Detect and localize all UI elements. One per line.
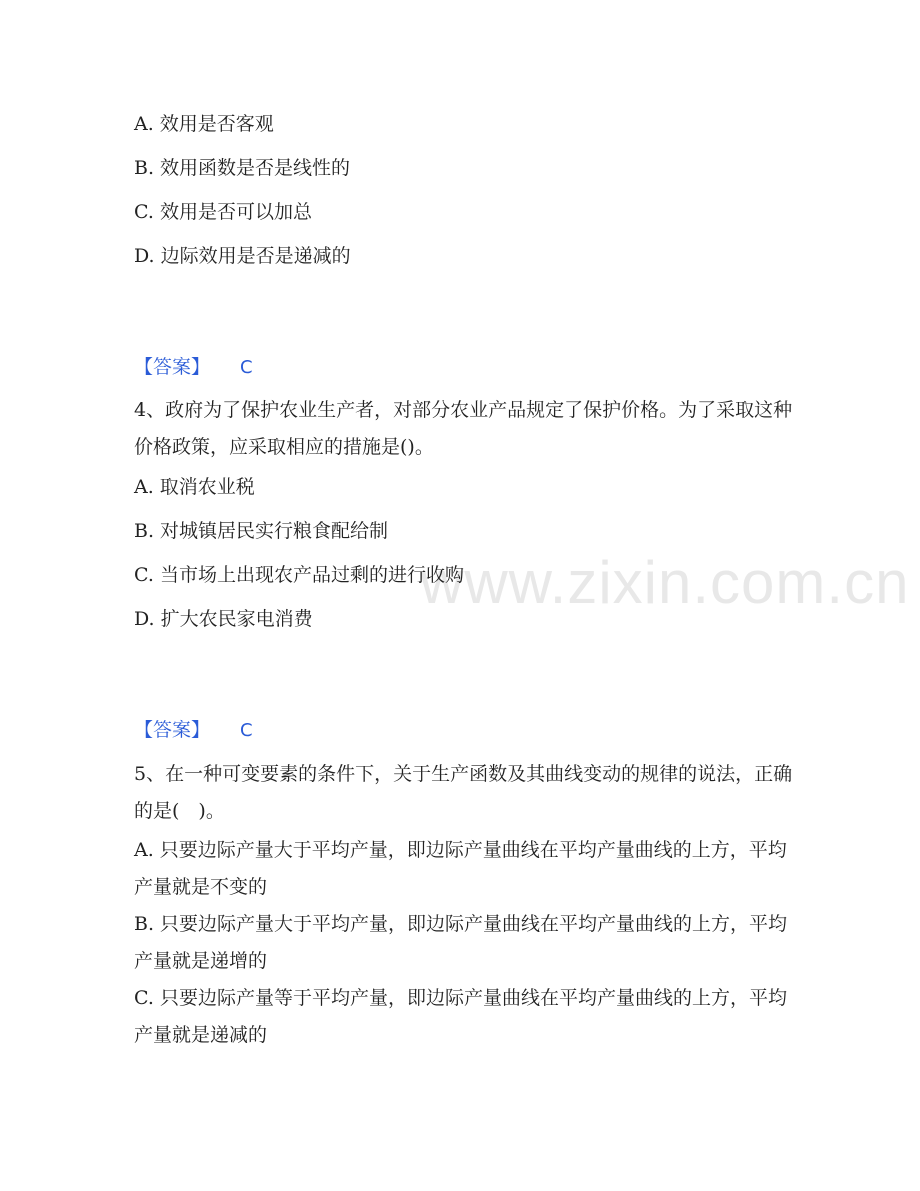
answer-value: C [240, 720, 253, 741]
q5-stem: 5、在一种可变要素的条件下，关于生产函数及其曲线变动的规律的说法，正确的是( )。 [134, 763, 793, 822]
q3-answer [134, 355, 253, 380]
q3-option-b: B. 效用函数是否是线性的 [134, 157, 351, 179]
q5-option-b: B. 只要边际产量大于平均产量，即边际产量曲线在平均产量曲线的上方，平均产量就是递增的 [134, 913, 788, 972]
answer-label: 【答案】 [134, 719, 211, 741]
q3-option-a: A. 效用是否客观 [134, 113, 274, 135]
q4-option-b: B. 对城镇居民实行粮食配给制 [134, 520, 389, 542]
q4-option-d: D. 扩大农民家电消费 [134, 608, 313, 630]
q5-option-a: A. 只要边际产量大于平均产量，即边际产量曲线在平均产量曲线的上方，平均产量就是不变的 [134, 839, 787, 898]
q4-option-a: A. 取消农业税 [134, 476, 255, 498]
answer-label: 【答案】 [134, 356, 211, 378]
q4-option-c: C. 当市场上出现农产品过剩的进行收购 [134, 564, 464, 586]
answer-value: C [240, 357, 253, 378]
q3-option-d: D. 边际效用是否是递减的 [134, 245, 351, 267]
watermark: www.zixin.com.cn [420, 549, 910, 616]
q5-option-c: C. 只要边际产量等于平均产量，即边际产量曲线在平均产量曲线的上方，平均产量就是递减的 [134, 987, 787, 1046]
q3-option-c: C. 效用是否可以加总 [134, 201, 312, 223]
q4-stem: 4、政府为了保护农业生产者，对部分农业产品规定了保护价格。为了采取这种价格政策，应采取相应的措施是()。 [134, 399, 793, 458]
q4-answer [134, 718, 253, 743]
